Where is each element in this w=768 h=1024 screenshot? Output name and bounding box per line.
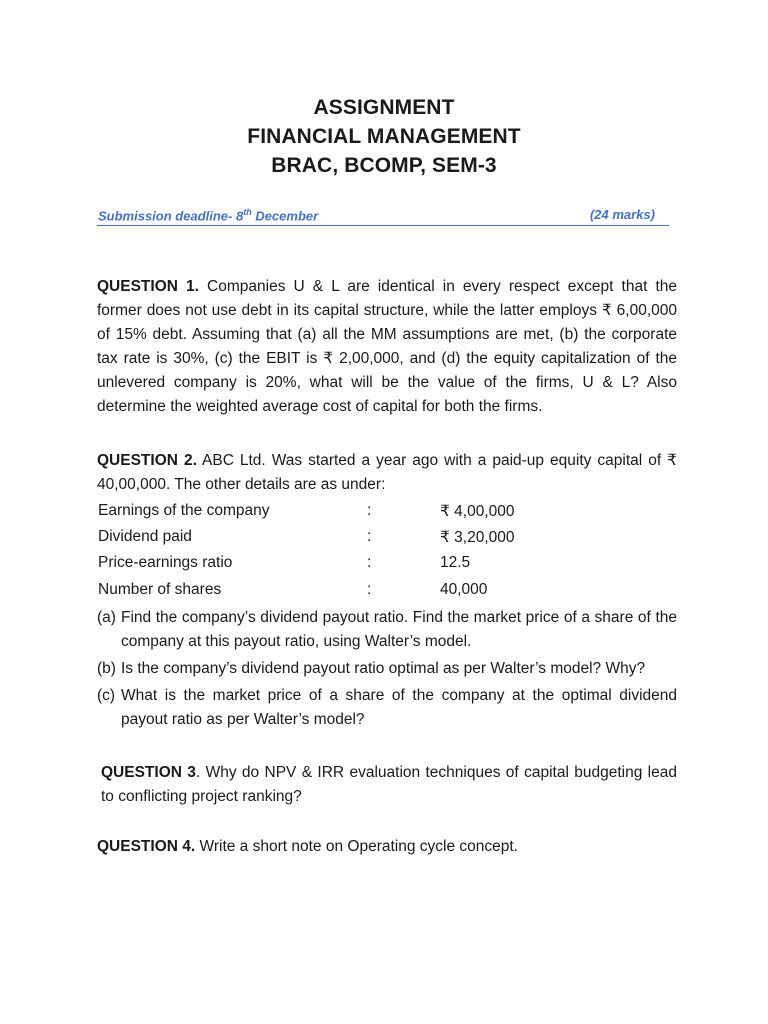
detail-value: ₹ 4,00,000 [440,503,515,520]
detail-row [97,581,677,607]
question-1 [97,275,677,419]
detail-value: 40,000 [440,581,488,598]
question-2 [97,449,677,497]
part-label: (a) [97,609,116,626]
detail-sep: : [367,502,372,519]
part-label: (b) [97,660,116,677]
title-course: BRAC, BCOMP, SEM-3 [271,154,497,177]
detail-row [97,554,677,580]
question-3 [101,761,677,809]
question-4 [97,835,677,859]
question-4-text: Write a short note on Operating cycle concept. [195,838,518,855]
detail-sep: : [367,528,372,545]
question-2-text: ABC Ltd. Was started a year ago with a paid-up equity capital of ₹ 40,00,000. The other details are as under: [97,452,677,493]
question-2-part-a [97,606,677,654]
total-marks: (24 marks) [589,207,655,222]
detail-row [97,502,677,528]
title-subject: FINANCIAL MANAGEMENT [247,125,521,148]
part-text: What is the market price of a share of the company at the optimal dividend payout ratio as per Walter’s model? [121,687,677,728]
question-2-part-b [97,657,677,681]
question-1-text: Companies U & L are identical in every respect except that the former does not use debt in its capital structure, while the latter employs ₹ 6,00,000 of 15% debt. Assuming that (a) all the MM assumptions are met, (b) the corporate tax rate is 30%, (c) the EBIT is ₹ 2,00,000, and (d) the equity capitalization of the unlevered company is 20%, what will be the value of the firms, U & L? Also determine the weighted average cost of capital for both the firms. [97,278,678,415]
detail-key: Earnings of the company [98,502,270,519]
deadline-suffix: December [251,208,319,224]
part-text: Is the company’s dividend payout ratio optimal as per Walter’s model? Why? [121,660,646,677]
detail-key: Number of shares [98,581,222,598]
detail-sep: : [367,581,372,598]
detail-row [97,528,677,554]
part-label: (c) [97,687,116,704]
detail-key: Price-earnings ratio [98,554,233,571]
submission-deadline-row [97,205,669,226]
detail-value: ₹ 3,20,000 [440,529,515,546]
document-title-block [0,93,768,180]
question-4-label: QUESTION 4. [97,838,196,855]
question-3-label: QUESTION 3 [101,764,196,781]
submission-deadline [98,207,318,223]
question-3-text: . Why do NPV & IRR evaluation techniques of capital budgeting lead to conflicting project ranking? [101,764,677,805]
question-2-label: QUESTION 2. [97,452,197,469]
part-text: Find the company’s dividend payout ratio. Find the market price of a share of the company at this payout ratio, using Walter’s model. [121,609,677,650]
title-assignment: ASSIGNMENT [313,96,455,119]
detail-sep: : [367,554,372,571]
question-2-part-c [97,684,677,732]
detail-value: 12.5 [440,554,471,571]
detail-key: Dividend paid [98,528,192,545]
deadline-sup: th [243,207,252,217]
question-1-label: QUESTION 1. [97,278,199,295]
deadline-prefix: Submission deadline- 8 [98,208,244,224]
